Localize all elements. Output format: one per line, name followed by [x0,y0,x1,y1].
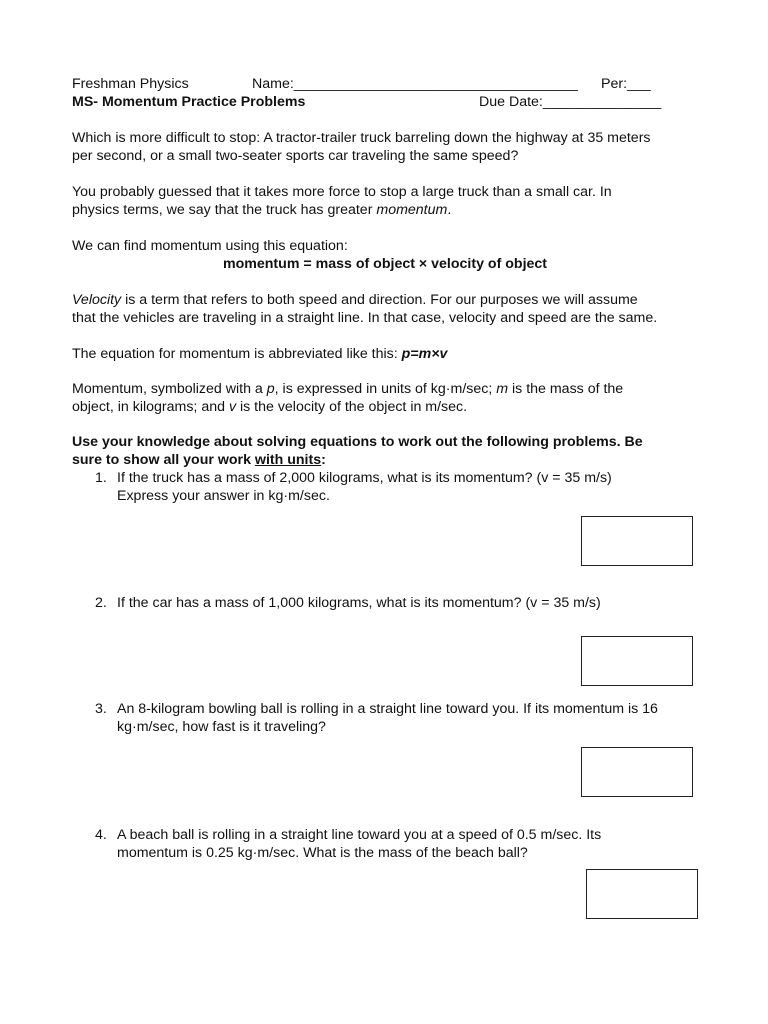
text-segment: object, in kilograms; and [72,399,229,415]
velocity-term: Velocity [72,292,122,308]
problem-3-line-2: kg·m/sec, how fast is it traveling? [117,719,326,735]
intro-paragraph-2-line-1: You probably guessed that it takes more force to stop a large truck than a small car. In [72,184,612,200]
worksheet-title: MS- Momentum Practice Problems [72,94,306,110]
formula-line [72,345,447,363]
intro-paragraph-1-line-2: per second, or a small two-seater sports car traveling the same speed? [72,148,519,164]
units-paragraph-line-1 [72,380,623,398]
text-segment: sure to show all your work [72,452,255,468]
text-segment: The equation for momentum is abbreviated like this: [72,346,402,362]
symbol-p: p [266,381,275,397]
instructions-line-2 [72,451,326,469]
intro-paragraph-2-line-2 [72,201,451,219]
problem-4-line-2: momentum is 0.25 kg·m/sec. What is the mass of the beach ball? [117,845,528,861]
text-segment: : [321,452,326,468]
problem-4-line-1: A beach ball is rolling in a straight line toward you at a speed of 0.5 m/sec. Its [117,827,602,843]
with-units-emphasis: with units [254,452,322,468]
momentum-formula: p=m×v [401,346,448,362]
name-field: Name:____________________________________ [252,76,578,92]
text-segment: is the velocity of the object in m/sec. [236,399,468,415]
momentum-equation: momentum = mass of object × velocity of object [222,256,548,272]
problem-1-answer-box[interactable] [581,516,693,566]
due-date-field: Due Date:_______________ [479,94,662,110]
problem-3-answer-box[interactable] [581,747,693,797]
problem-3-number: 3. [95,701,107,717]
velocity-paragraph-line-1 [72,291,638,309]
course-name: Freshman Physics [72,76,189,92]
symbol-v: v [228,399,237,415]
text-segment: is the mass of the [508,381,624,397]
units-paragraph-line-2 [72,398,467,416]
problem-2-answer-box[interactable] [581,636,693,686]
problem-2-number: 2. [95,595,107,611]
problem-2-line-1: If the car has a mass of 1,000 kilograms, what is its momentum? (v = 35 m/s) [117,595,601,611]
problem-1-line-2: Express your answer in kg·m/sec. [117,488,330,504]
intro-paragraph-1-line-1: Which is more difficult to stop: A tractor-trailer truck barreling down the highway at 35 meters [72,130,651,146]
velocity-paragraph-line-2: that the vehicles are traveling in a straight line. In that case, velocity and speed are the same. [72,310,658,326]
period-field: Per:___ [601,76,651,92]
symbol-m: m [496,381,509,397]
problem-4-answer-box[interactable] [586,869,698,919]
problem-4-number: 4. [95,827,107,843]
text-segment: Momentum, symbolized with a [72,381,267,397]
equation-intro: We can find momentum using this equation: [72,238,348,254]
problem-1-number: 1. [95,470,107,486]
problem-3-line-1: An 8-kilogram bowling ball is rolling in a straight line toward you. If its momentum is 16 [117,701,658,717]
text-segment: is a term that refers to both speed and direction. For our purposes we will assume [121,292,638,308]
momentum-term: momentum [376,202,448,218]
problem-1-line-1: If the truck has a mass of 2,000 kilograms, what is its momentum? (v = 35 m/s) [117,470,612,486]
instructions-line-1: Use your knowledge about solving equations to work out the following problems. Be [72,434,643,450]
text-segment: . [447,202,452,218]
text-segment: physics terms, we say that the truck has greater [72,202,377,218]
text-segment: , is expressed in units of kg·m/sec; [274,381,497,397]
